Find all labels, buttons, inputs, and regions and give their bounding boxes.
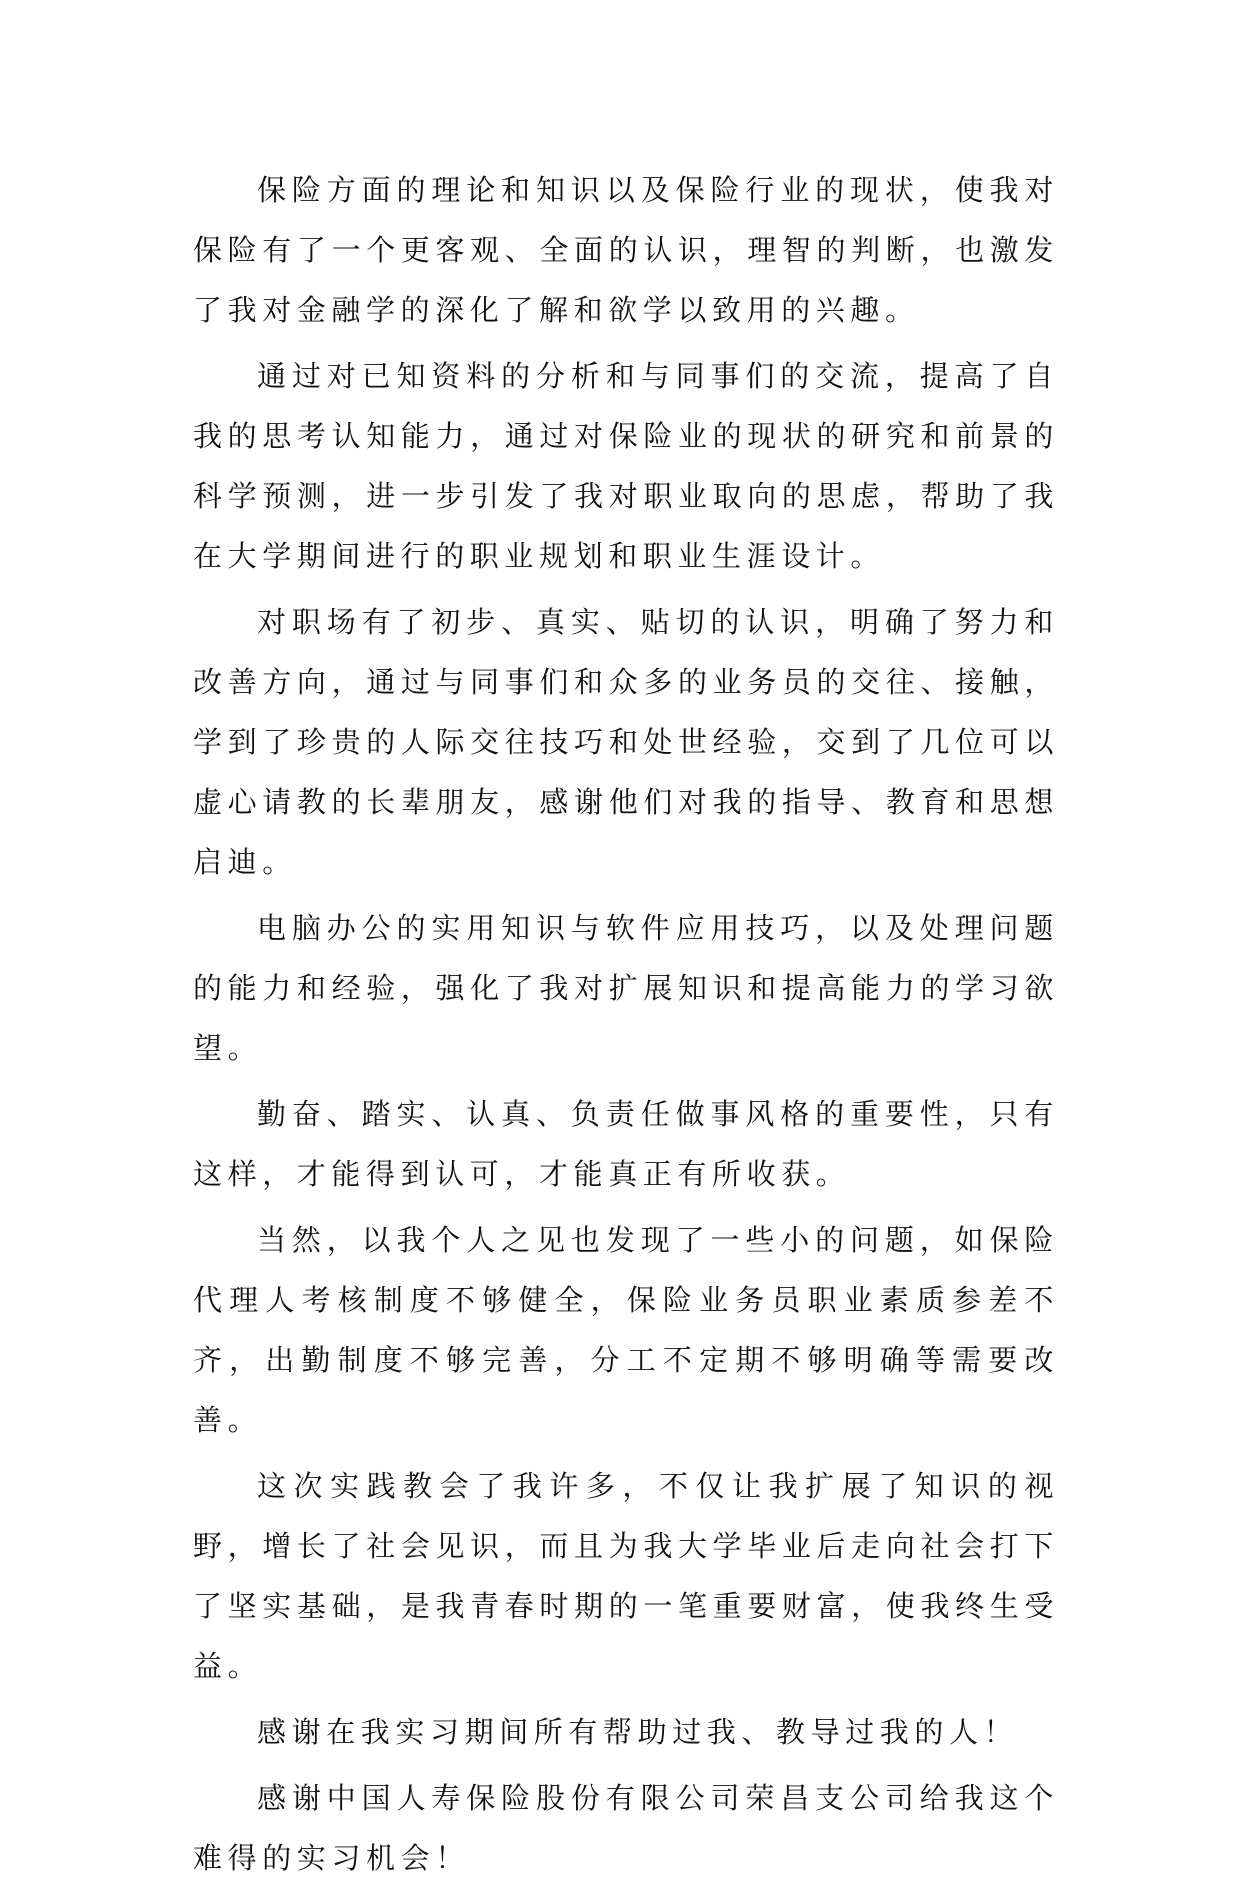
- paragraph-1: 保险方面的理论和知识以及保险行业的现状，使我对保险有了一个更客观、全面的认识，理智的判断，也激发了我对金融学的深化了解和欲学以致用的兴趣。: [193, 173, 1059, 327]
- paragraph-2: 通过对已知资料的分析和与同事们的交流，提高了自我的思考认知能力，通过对保险业的现状的研究和前景的科学预测，进一步引发了我对职业取向的思虑，帮助了我在大学期间进行的职业规划和职业生涯设计。: [193, 359, 1059, 573]
- paragraph-7: 这次实践教会了我许多，不仅让我扩展了知识的视野，增长了社会见识，而且为我大学毕业后走向社会打下了坚实基础，是我青春时期的一笔重要财富，使我终生受益。: [193, 1469, 1059, 1683]
- paragraph-3: 对职场有了初步、真实、贴切的认识，明确了努力和改善方向，通过与同事们和众多的业务员的交往、接触，学到了珍贵的人际交往技巧和处世经验，交到了几位可以虚心请教的长辈朋友，感谢他们对我的指导、教育和思想启迪。: [193, 605, 1059, 879]
- paragraph-8: 感谢在我实习期间所有帮助过我、教导过我的人！: [257, 1715, 1019, 1749]
- paragraph-9: 感谢中国人寿保险股份有限公司荣昌支公司给我这个难得的实习机会！: [193, 1781, 1059, 1875]
- document-body: [193, 160, 1059, 1894]
- paragraph-5: 勤奋、踏实、认真、负责任做事风格的重要性，只有这样，才能得到认可，才能真正有所收获。: [193, 1097, 1059, 1191]
- paragraph-4: 电脑办公的实用知识与软件应用技巧，以及处理问题的能力和经验，强化了我对扩展知识和提高能力的学习欲望。: [193, 911, 1059, 1065]
- paragraph-6: 当然，以我个人之见也发现了一些小的问题，如保险代理人考核制度不够健全，保险业务员职业素质参差不齐，出勤制度不够完善，分工不定期不够明确等需要改善。: [193, 1223, 1059, 1437]
